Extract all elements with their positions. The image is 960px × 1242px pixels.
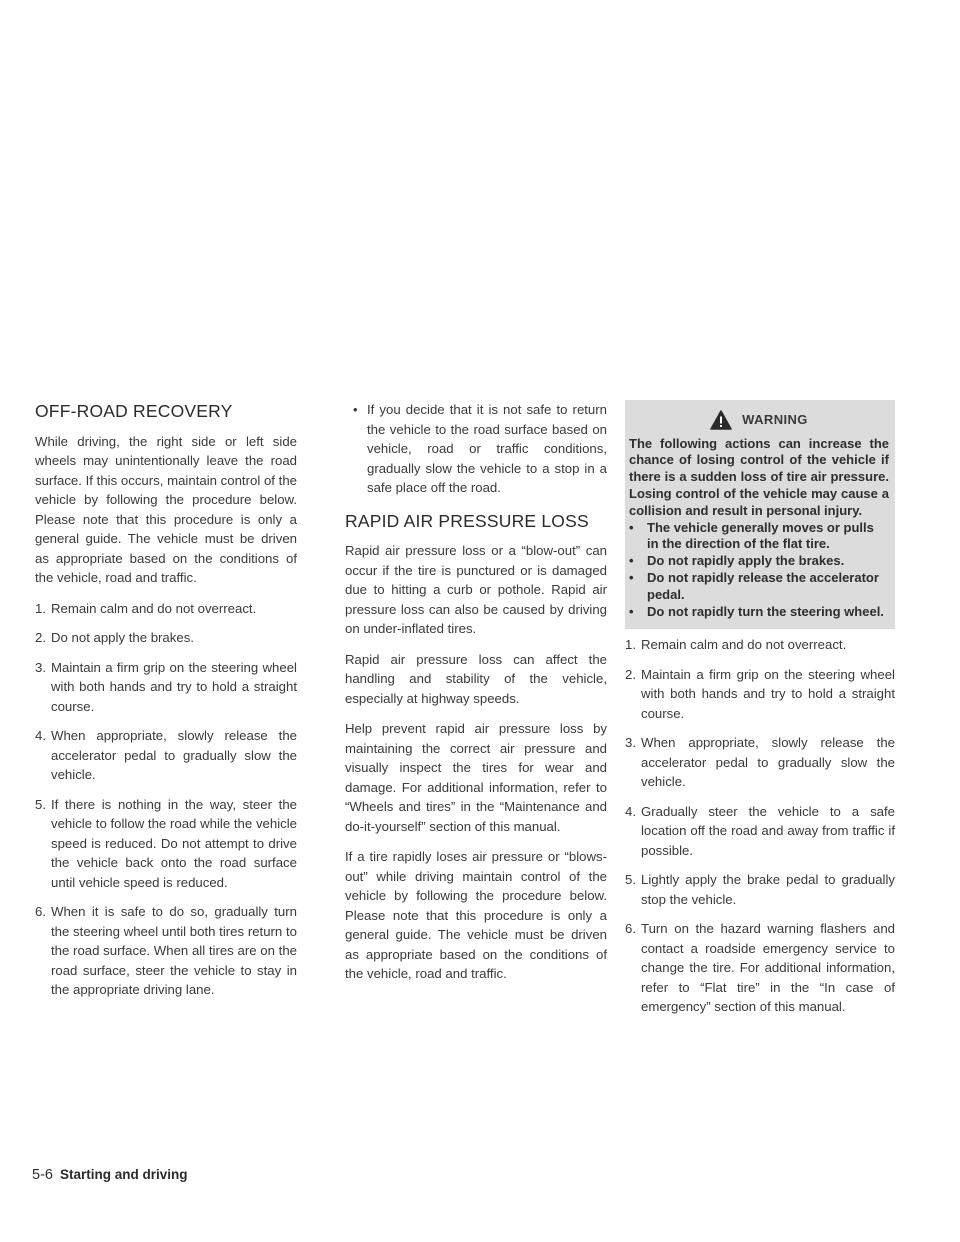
page-number: 5-6: [32, 1167, 53, 1183]
bullet-icon: •: [353, 402, 358, 417]
bullet-icon: •: [629, 603, 634, 619]
paragraph: If a tire rapidly loses air pressure or “blows-out” while driving maintain control of the vehicle by following the procedure below. Please note that this procedure is only a general guide. The vehicle must be driven as appropriate based on the conditions of the vehicle, road and traffic.: [345, 849, 607, 981]
list-item: 4. When appropriate, slowly release the accelerator pedal to gradually slow the vehicle.: [35, 728, 297, 782]
list-item: 2. Maintain a firm grip on the steering wheel with both hands and try to hold a straight course.: [625, 666, 895, 721]
warning-list-item: • The vehicle generally moves or pulls in the direction of the flat tire.: [629, 519, 874, 552]
section-title: Starting and driving: [59, 1167, 188, 1182]
warning-list-item: • Do not rapidly release the accelerator pedal.: [629, 569, 879, 602]
list-item: 5. If there is nothing in the way, steer the vehicle to follow the road while the vehicle speed is reduced. Do not attempt to drive the vehicle back onto the road surface until vehicle speed is reduced.: [35, 796, 297, 890]
list-item: 4. Gradually steer the vehicle to a safe location off the road and away from traffic if possible.: [625, 803, 895, 858]
column-3: [625, 400, 895, 1027]
list-item: 6. When it is safe to do so, gradually turn the steering wheel until both tires return to the road surface. When all tires are on the road surface, steer the vehicle to stay in the appropriate driving lane.: [35, 904, 297, 997]
column-2: [345, 400, 607, 995]
list-item: 2. Do not apply the brakes.: [35, 630, 194, 645]
column-1: [35, 400, 297, 1010]
warning-body: [629, 436, 889, 621]
warning-header: [629, 409, 889, 430]
list-item: 6. Turn on the hazard warning flashers and contact a roadside emergency service to change the tire. For additional information, refer to “Flat tire” in the “In case of emergency” section of this manual.: [625, 921, 895, 1015]
section-heading-off-road-recovery: OFF-ROAD RECOVERY: [35, 401, 233, 421]
section-heading-rapid-air-pressure-loss: RAPID AIR PRESSURE LOSS: [345, 510, 589, 531]
page-footer: [32, 1167, 187, 1183]
off-road-steps-list: [35, 599, 297, 1000]
warning-triangle-icon: [710, 410, 732, 430]
bullet-item: • If you decide that it is not safe to return the vehicle to the road surface based on vehicle, road or traffic conditions, gradually slow the vehicle to a stop in a safe place off the road.: [353, 402, 607, 495]
paragraph: Help prevent rapid air pressure loss by maintaining the correct air pressure and visually inspect the tires for wear and damage. For additional information, refer to “Wheels and tires” in the “Maintenance and do-it-yourself” section of this manual.: [345, 721, 607, 834]
list-item: 3. Maintain a firm grip on the steering wheel with both hands and try to hold a straight course.: [35, 659, 297, 714]
air-loss-steps-list: [625, 635, 895, 1017]
list-item: 5. Lightly apply the brake pedal to gradually stop the vehicle.: [625, 872, 895, 907]
warning-title: WARNING: [742, 411, 808, 427]
warning-text: The following actions can increase the chance of losing control of the vehicle if there is a sudden loss of tire air pressure. Losing control of the vehicle may cause a collision and result in personal injury.: [629, 435, 889, 518]
intro-paragraph: While driving, the right side or left side wheels may unintentionally leave the road surface. If this occurs, maintain control of the vehicle by following the procedure below. Please note that this procedure is only a general guide. The vehicle must be driven as appropriate based on the conditions of the vehicle, road and traffic.: [35, 433, 297, 585]
bullet-icon: •: [629, 553, 634, 569]
warning-box: [625, 400, 895, 629]
warning-list-item: • Do not rapidly turn the steering wheel.: [629, 603, 884, 619]
list-item: 1. Remain calm and do not overreact.: [35, 600, 257, 616]
list-item: 3. When appropriate, slowly release the accelerator pedal to gradually slow the vehicle.: [625, 735, 895, 790]
warning-list: [629, 520, 889, 621]
bullet-icon: •: [629, 569, 634, 585]
warning-list-item: • Do not rapidly apply the brakes.: [629, 553, 845, 569]
paragraph: Rapid air pressure loss or a “blow-out” can occur if the tire is punctured or is damaged due to hitting a curb or pothole. Rapid air pressure loss can also be caused by driving on under-inflated tires.: [345, 543, 607, 636]
list-item: 1. Remain calm and do not overreact.: [625, 637, 847, 653]
bullet-icon: •: [629, 519, 634, 535]
paragraph: Rapid air pressure loss can affect the handling and stability of the vehicle, especially at highway speeds.: [345, 651, 607, 706]
